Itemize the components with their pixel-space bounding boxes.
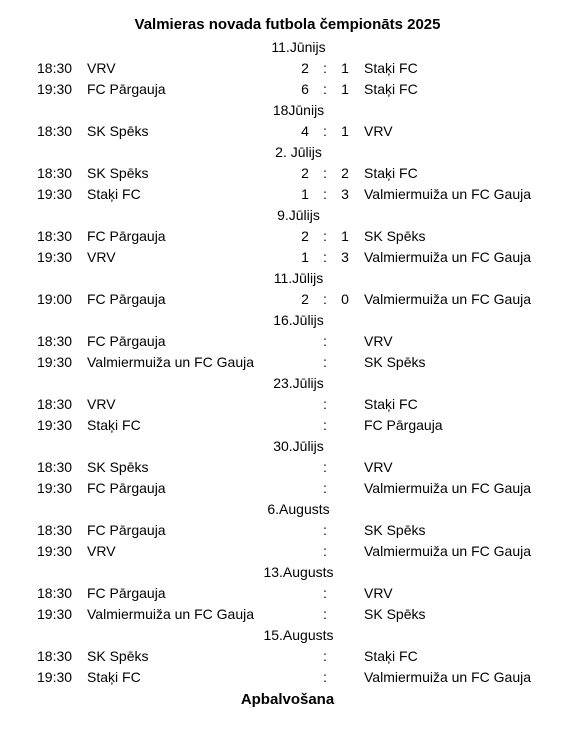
away-score: 3: [341, 186, 349, 202]
score-separator: :: [323, 459, 327, 475]
score-separator: :: [323, 81, 327, 97]
footer-awards: Apbalvošana: [240, 691, 335, 708]
home-team: Staķi FC: [87, 669, 141, 685]
away-score: 1: [341, 228, 349, 244]
home-team: FC Pārgauja: [87, 585, 166, 601]
away-score: 1: [341, 81, 349, 97]
home-team: FC Pārgauja: [87, 228, 166, 244]
home-team: SK Spēks: [87, 123, 149, 139]
home-team: FC Pārgauja: [87, 522, 166, 538]
home-team: VRV: [87, 396, 116, 412]
round-date: 9.Jūlijs: [277, 207, 320, 223]
round-date: 18Jūnijs: [272, 102, 325, 118]
away-team: SK Spēks: [364, 354, 426, 370]
match-time: 19:30: [37, 249, 73, 265]
home-team: VRV: [87, 543, 116, 559]
away-score: 1: [341, 60, 349, 76]
match-row: [0, 478, 575, 499]
home-score: 1: [301, 186, 309, 202]
away-score: 0: [341, 291, 349, 307]
match-row: [0, 184, 575, 205]
round-date: 23.Jūlijs: [273, 375, 324, 391]
home-team: SK Spēks: [87, 459, 149, 475]
round-date: 2. Jūlijs: [275, 144, 322, 160]
away-team: SK Spēks: [364, 522, 426, 538]
match-time: 19:30: [37, 606, 73, 622]
home-score: 2: [301, 228, 309, 244]
match-time: 18:30: [37, 60, 73, 76]
round-date: 6.Augusts: [267, 501, 330, 517]
match-row: [0, 226, 575, 247]
round-date: 16.Jūlijs: [273, 312, 324, 328]
round-date: 13.Augusts: [263, 564, 334, 580]
score-separator: :: [323, 333, 327, 349]
score-separator: :: [323, 417, 327, 433]
match-time: 18:30: [37, 585, 73, 601]
score-separator: :: [323, 648, 327, 664]
away-team: Staķi FC: [364, 165, 418, 181]
score-separator: :: [323, 606, 327, 622]
away-score: 1: [341, 123, 349, 139]
home-score: 2: [301, 165, 309, 181]
match-time: 19:30: [37, 543, 73, 559]
away-team: Staķi FC: [364, 396, 418, 412]
score-separator: :: [323, 669, 327, 685]
away-team: Valmiermuiža un FC Gauja: [364, 669, 532, 685]
away-team: Staķi FC: [364, 648, 418, 664]
away-team: Staķi FC: [364, 60, 418, 76]
match-time: 19:30: [37, 81, 73, 97]
away-team: VRV: [364, 585, 393, 601]
match-time: 18:30: [37, 648, 73, 664]
away-team: VRV: [364, 333, 393, 349]
match-time: 19:30: [37, 186, 73, 202]
home-team: Valmiermuiža un FC Gauja: [87, 354, 255, 370]
away-team: Valmiermuiža un FC Gauja: [364, 249, 532, 265]
match-time: 18:30: [37, 459, 73, 475]
score-separator: :: [323, 186, 327, 202]
match-row: [0, 415, 575, 436]
away-team: Valmiermuiža un FC Gauja: [364, 186, 532, 202]
home-team: VRV: [87, 60, 116, 76]
match-time: 19:30: [37, 354, 73, 370]
match-row: [0, 667, 575, 688]
score-separator: :: [323, 165, 327, 181]
away-score: 2: [341, 165, 349, 181]
away-team: Valmiermuiža un FC Gauja: [364, 480, 532, 496]
match-time: 18:30: [37, 165, 73, 181]
match-time: 19:00: [37, 291, 73, 307]
score-separator: :: [323, 543, 327, 559]
match-row: [0, 247, 575, 268]
home-score: 2: [301, 60, 309, 76]
page-title: Valmieras novada futbola čempionāts 2025: [134, 16, 441, 33]
round-date: 15.Augusts: [263, 627, 334, 643]
score-separator: :: [323, 228, 327, 244]
home-team: FC Pārgauja: [87, 480, 166, 496]
score-separator: :: [323, 480, 327, 496]
score-separator: :: [323, 123, 327, 139]
match-row: [0, 394, 575, 415]
score-separator: :: [323, 522, 327, 538]
home-team: FC Pārgauja: [87, 81, 166, 97]
match-time: 18:30: [37, 522, 73, 538]
home-team: VRV: [87, 249, 116, 265]
home-team: Staķi FC: [87, 186, 141, 202]
away-team: SK Spēks: [364, 606, 426, 622]
away-team: Staķi FC: [364, 81, 418, 97]
away-team: VRV: [364, 123, 393, 139]
home-team: SK Spēks: [87, 165, 149, 181]
match-time: 18:30: [37, 228, 73, 244]
match-time: 18:30: [37, 333, 73, 349]
score-separator: :: [323, 354, 327, 370]
round-date: 30.Jūlijs: [273, 438, 324, 454]
match-row: [0, 79, 575, 100]
away-team: VRV: [364, 459, 393, 475]
round-date: 11.Jūlijs: [273, 270, 324, 286]
away-team: Valmiermuiža un FC Gauja: [364, 543, 532, 559]
match-row: [0, 646, 575, 667]
match-time: 18:30: [37, 396, 73, 412]
away-team: SK Spēks: [364, 228, 426, 244]
home-team: FC Pārgauja: [87, 333, 166, 349]
match-row: [0, 457, 575, 478]
match-row: [0, 583, 575, 604]
away-score: 3: [341, 249, 349, 265]
home-score: 2: [301, 291, 309, 307]
match-row: [0, 121, 575, 142]
score-separator: :: [323, 396, 327, 412]
home-team: Valmiermuiža un FC Gauja: [87, 606, 255, 622]
away-team: Valmiermuiža un FC Gauja: [364, 291, 532, 307]
round-date: 11.Jūnijs: [271, 39, 326, 55]
score-separator: :: [323, 585, 327, 601]
match-row: [0, 58, 575, 79]
match-row: [0, 541, 575, 562]
home-score: 1: [301, 249, 309, 265]
score-separator: :: [323, 60, 327, 76]
away-team: FC Pārgauja: [364, 417, 443, 433]
match-row: [0, 289, 575, 310]
home-score: 6: [301, 81, 309, 97]
match-row: [0, 604, 575, 625]
match-row: [0, 520, 575, 541]
match-time: 18:30: [37, 123, 73, 139]
match-time: 19:30: [37, 669, 73, 685]
score-separator: :: [323, 291, 327, 307]
match-row: [0, 352, 575, 373]
home-score: 4: [301, 123, 309, 139]
home-team: SK Spēks: [87, 648, 149, 664]
match-time: 19:30: [37, 480, 73, 496]
match-row: [0, 331, 575, 352]
match-row: [0, 163, 575, 184]
home-team: FC Pārgauja: [87, 291, 166, 307]
match-time: 19:30: [37, 417, 73, 433]
home-team: Staķi FC: [87, 417, 141, 433]
score-separator: :: [323, 249, 327, 265]
